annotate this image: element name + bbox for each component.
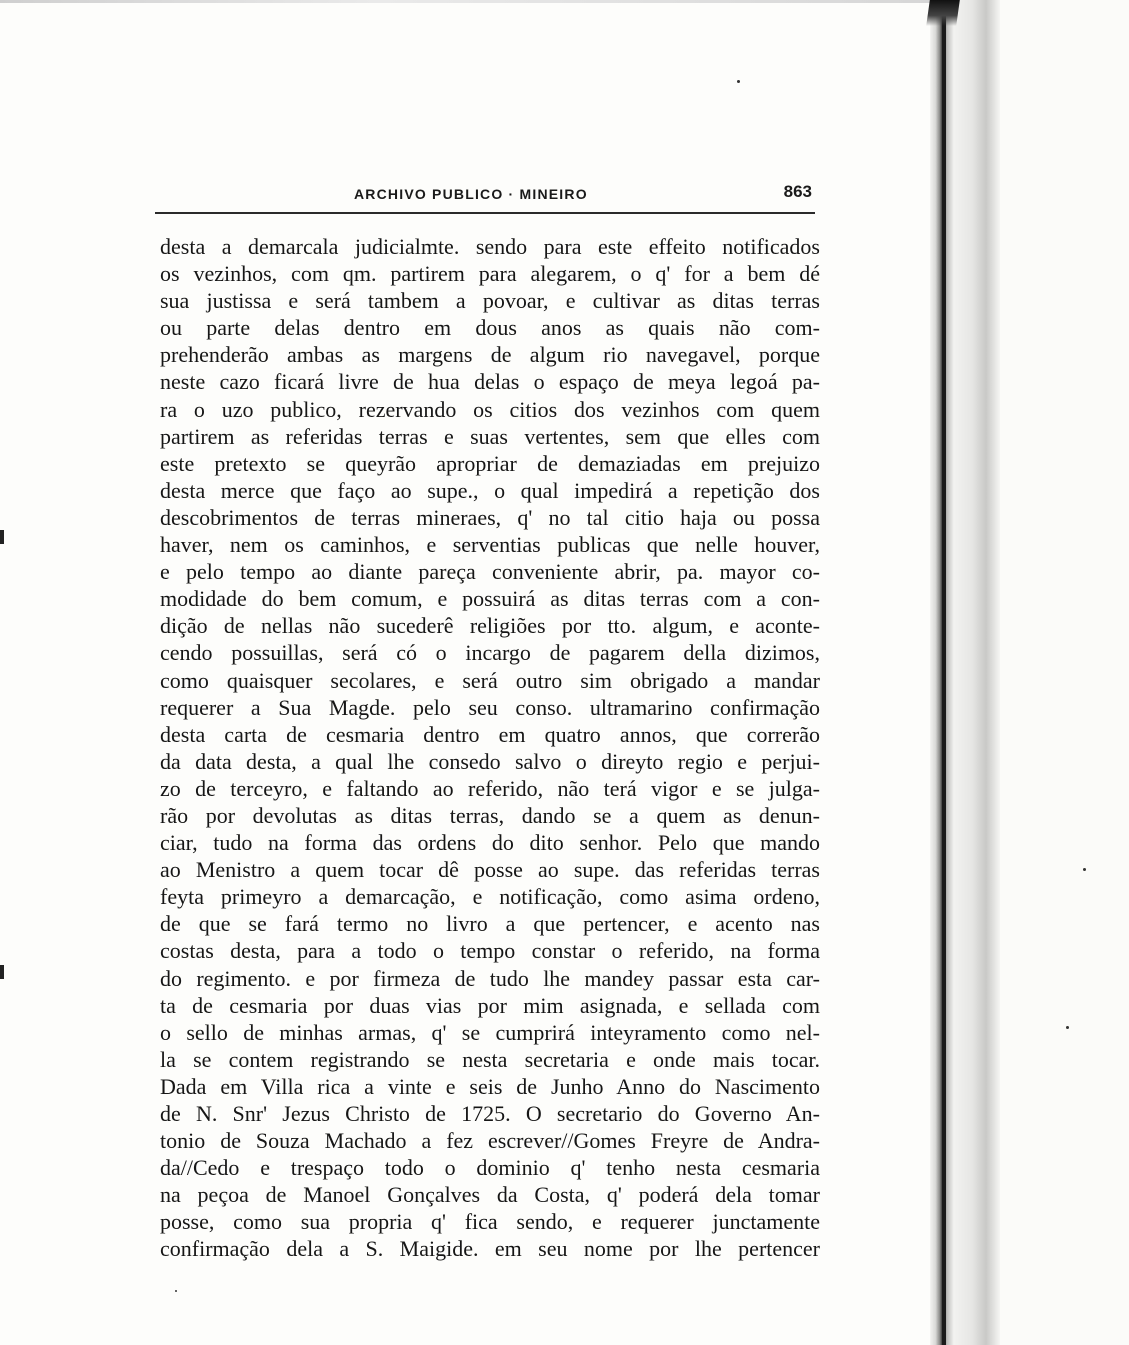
scan-edge-mark	[0, 965, 4, 979]
text-line: posse, como sua propria q' fica sendo, e requerer junctamente	[160, 1209, 820, 1235]
text-line: feyta primeyro a demarcação, e notificação, como asima ordeno,	[160, 884, 820, 910]
text-line: haver, nem os caminhos, e serventias publicas que nelle houver,	[160, 532, 820, 558]
text-line: este pretexto se queyrão apropriar de demaziadas em prejuizo	[160, 450, 820, 476]
binding-shadow	[942, 0, 946, 1345]
text-line: ra o uzo publico, rezervando os citios dos vezinhos com quem	[160, 396, 820, 422]
scan-edge-mark	[0, 530, 4, 544]
text-line: o sello de minhas armas, q' se cumprirá inteyramento como nel-	[160, 1019, 820, 1045]
page-top-edge	[0, 0, 940, 3]
scan-speck	[1083, 868, 1086, 871]
text-line: ciar, tudo na forma das ordens do dito senhor. Pelo que mando	[160, 830, 820, 856]
text-line: sua justissa e será tambem a povoar, e cultivar as ditas terras	[160, 288, 820, 314]
text-line: e pelo tempo ao diante pareça conveniente abrir, pa. mayor co-	[160, 559, 820, 585]
text-line: desta merce que faço ao supe., o qual impedirá a repetição dos	[160, 477, 820, 503]
text-line: da data desta, a qual lhe consedo salvo o direyto regio e perjui-	[160, 748, 820, 774]
text-line: ta de cesmaria por duas vias por mim asignada, e sellada com	[160, 992, 820, 1018]
text-line: costas desta, para a todo o tempo constar o referido, na forma	[160, 938, 820, 964]
text-line: Dada em Villa rica a vinte e seis de Junho Anno do Nascimento	[160, 1073, 820, 1099]
header-rule	[155, 212, 815, 214]
text-line: la se contem registrando se nesta secretaria e onde mais tocar.	[160, 1046, 820, 1072]
text-line: de N. Snr' Jezus Christo de 1725. O secretario do Governo An-	[160, 1101, 820, 1126]
page-number: 863	[783, 182, 812, 201]
text-line: requerer a Sua Magde. pelo seu conso. ultramarino confirmação	[160, 694, 820, 720]
binding-top-corner	[926, 0, 960, 26]
book-binding	[930, 0, 1000, 1345]
text-line: desta a demarcala judicialmte. sendo para este effeito notificados	[160, 234, 820, 259]
running-header	[158, 180, 814, 212]
journal-title: ARCHIVO PUBLICO · MINEIRO	[354, 186, 588, 202]
text-line: como quaisquer secolares, e será outro sim obrigado a mandar	[160, 667, 820, 693]
text-line: os vezinhos, com qm. partirem para alegarem, o q' for a bem dé	[160, 261, 820, 287]
text-line: na peçoa de Manoel Gonçalves da Costa, q' poderá dela tomar	[160, 1182, 820, 1208]
text-line: ou parte delas dentro em dous anos as quais não com-	[160, 315, 820, 341]
text-line: descobrimentos de terras mineraes, q' no tal citio haja ou possa	[160, 504, 820, 530]
scan-speck	[1066, 1026, 1069, 1029]
text-line: ao Menistro a quem tocar dê posse ao supe. das referidas terras	[160, 857, 820, 883]
text-line: prehenderão ambas as margens de algum rio navegavel, porque	[160, 342, 820, 368]
text-line: da//Cedo e trespaço todo o dominio q' tenho nesta cesmaria	[160, 1155, 820, 1181]
text-line: de que se fará termo no livro a que pertencer, e acento nas	[160, 911, 820, 937]
text-line: neste cazo ficará livre de hua delas o espaço de meya legoá pa-	[160, 369, 820, 395]
scan-speck	[175, 1290, 177, 1292]
text-line: rão por devolutas as ditas terras, dando se a quem as denun-	[160, 802, 820, 828]
text-line: do regimento. e por firmeza de tudo lhe mandey passar esta car-	[160, 965, 820, 991]
text-line: zo de terceyro, e faltando ao referido, não terá vigor e se julga-	[160, 775, 820, 801]
text-line: dição de nellas não sucederê religiões por tto. algum, e aconte-	[160, 613, 820, 639]
text-line: partirem as referidas terras e suas vertentes, sem que elles com	[160, 423, 820, 449]
text-line: cendo possuillas, será có o incargo de pagarem della dizimos,	[160, 640, 820, 666]
body-text	[160, 233, 820, 1263]
scan-speck	[737, 80, 740, 83]
text-line: confirmação dela a S. Maigide. em seu nome por lhe pertencer	[160, 1236, 820, 1262]
text-line: desta carta de cesmaria dentro em quatro annos, que correrão	[160, 721, 820, 747]
outer-margin	[1000, 0, 1129, 1345]
text-line: tonio de Souza Machado a fez escrever//Gomes Freyre de Andra-	[160, 1128, 820, 1154]
text-line: modidade do bem comum, e possuirá as ditas terras com a con-	[160, 586, 820, 612]
